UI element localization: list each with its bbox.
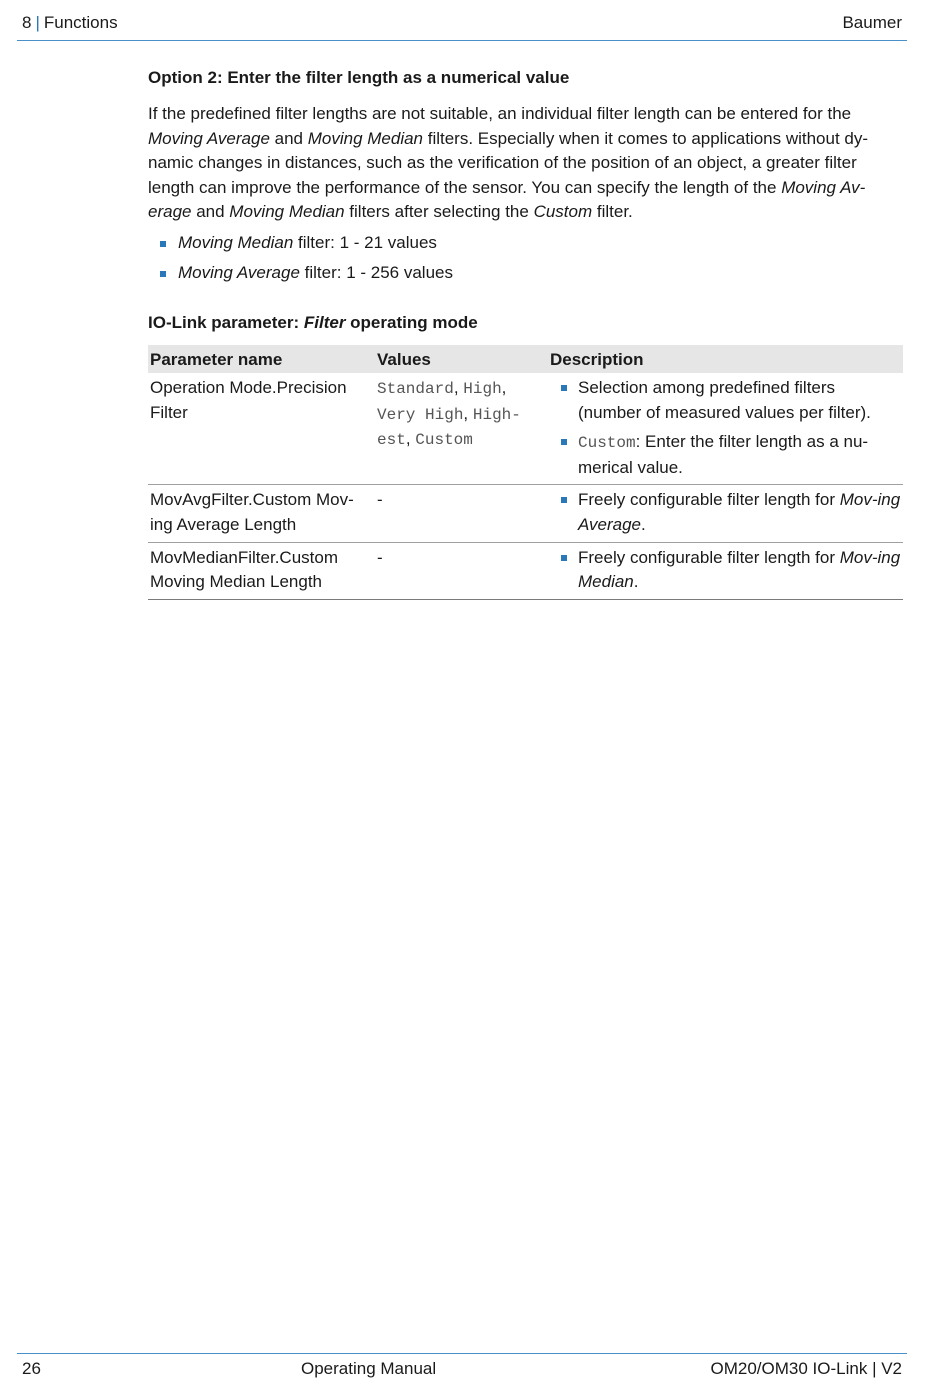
list-item [148, 261, 903, 285]
paragraph-text: and [269, 128, 308, 148]
paragraph-text: filter. [592, 202, 633, 222]
value-code: Standard [377, 379, 454, 398]
list-item-text: filter: 1 - 21 values [293, 232, 437, 252]
main-content [148, 64, 903, 600]
description-code: Custom [578, 434, 636, 453]
parameter-name-cell: Operation Mode.Precision Filter [148, 373, 375, 485]
square-bullet-icon [160, 241, 166, 247]
square-bullet-icon [561, 497, 567, 503]
paragraph-text: If the predefined filter lengths are not suitable, an individual filter length can be entered for the [148, 104, 852, 123]
document-id: OM20/OM30 IO-Link | V2 [710, 1359, 902, 1378]
list-item [550, 546, 901, 595]
description-text: Freely configurable filter length for [578, 490, 840, 510]
description-cell [548, 542, 903, 599]
parameter-heading [148, 311, 903, 335]
parameter-name-cell: MovMedianFilter.Custom Moving Median Length [148, 542, 375, 599]
parameter-heading-prefix: IO-Link parameter: [148, 312, 304, 332]
paragraph-term: Moving Average [148, 128, 270, 148]
header-rule [17, 40, 907, 41]
value-separator: , [501, 377, 507, 397]
list-item [148, 231, 903, 255]
value-separator: , [453, 377, 464, 397]
table-row [148, 373, 903, 485]
list-item-term: Moving Median [178, 232, 294, 252]
header-separator: | [35, 13, 40, 32]
value-code: Custom [415, 431, 473, 450]
value-code: Very High [377, 405, 464, 424]
footer-rule [17, 1353, 907, 1354]
value-code: High [463, 379, 502, 398]
value-separator: , [405, 429, 416, 449]
table-row [148, 485, 903, 542]
square-bullet-icon [160, 271, 166, 277]
description-term: Mov-ing Average [578, 490, 901, 534]
header-chapter [22, 13, 118, 33]
value-separator: , [463, 403, 473, 423]
values-cell: - [375, 542, 548, 599]
description-text: . [633, 572, 639, 592]
description-term: Mov-ing Median [578, 547, 901, 592]
page-number: 26 [22, 1359, 41, 1378]
list-item [550, 488, 901, 537]
description-cell [548, 373, 903, 485]
square-bullet-icon [561, 439, 567, 445]
chapter-number: 8 [22, 13, 32, 32]
description-text: Freely configurable filter length for [578, 547, 840, 567]
description-text: . [641, 514, 646, 534]
paragraph-term: Moving Av-erage [148, 177, 866, 222]
value-code: High-est [377, 405, 521, 450]
paragraph-term: Moving Median [229, 202, 345, 222]
description-list [550, 376, 901, 480]
column-header-parameter: Parameter name [148, 345, 375, 373]
description-text: : Enter the filter length as a nu-merical value. [578, 432, 869, 477]
page-header [22, 13, 902, 35]
paragraph-text: and [191, 202, 230, 222]
description-text: Selection among predefined filters (number of measured values per filter). [578, 377, 871, 422]
parameter-heading-term: Filter [303, 312, 346, 332]
list-item [550, 376, 901, 425]
list-item-text: filter: 1 - 256 values [299, 262, 453, 282]
values-cell: - [375, 485, 548, 542]
paragraph-text: filters. Especially when it comes to applications without dy-namic changes in distances, such as the verification of the position of an object, a greater filter length can improve the performance of the sensor. You can specify the length of the [148, 128, 869, 197]
column-header-values: Values [375, 345, 548, 373]
square-bullet-icon [561, 385, 567, 391]
parameter-table [148, 345, 903, 600]
list-item-term: Moving Average [178, 262, 300, 282]
table-header-row [148, 345, 903, 373]
paragraph-text: filters after selecting the [344, 202, 534, 222]
section-paragraph [148, 102, 903, 225]
filter-range-list [148, 231, 903, 285]
square-bullet-icon [561, 555, 567, 561]
column-header-description: Description [548, 345, 903, 373]
chapter-title: Functions [43, 13, 118, 32]
description-list [550, 488, 901, 537]
values-cell [375, 373, 548, 485]
parameter-heading-suffix: operating mode [345, 312, 478, 332]
page-footer [22, 1359, 902, 1381]
description-cell [548, 485, 903, 542]
list-item [550, 430, 901, 480]
paragraph-term: Moving Median [307, 128, 423, 148]
brand-name: Baumer [842, 13, 902, 32]
description-list [550, 546, 901, 595]
paragraph-term: Custom [533, 202, 593, 222]
section-heading: Option 2: Enter the filter length as a numerical value [148, 68, 570, 87]
document-type: Operating Manual [301, 1359, 437, 1378]
table-row [148, 542, 903, 599]
parameter-name-cell: MovAvgFilter.Custom Mov-ing Average Length [148, 485, 375, 542]
